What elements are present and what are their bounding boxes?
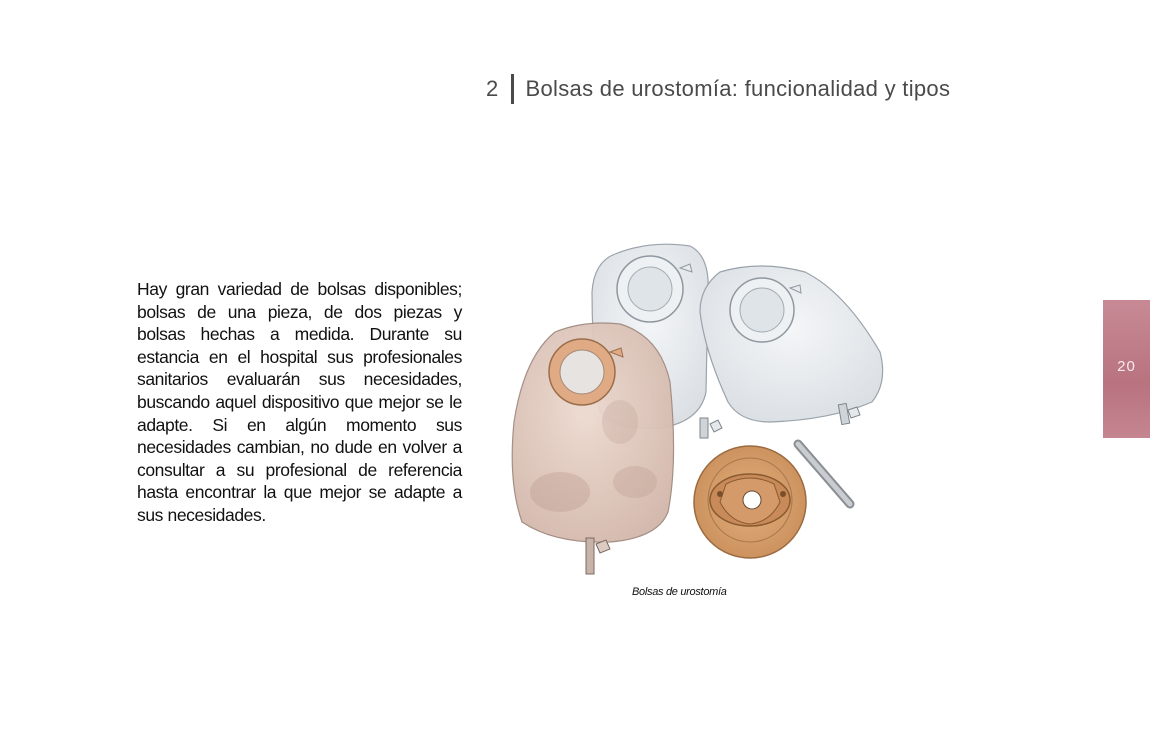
white-bag-right xyxy=(700,266,883,425)
urostomy-bags-illustration xyxy=(500,232,890,582)
page-number-tab xyxy=(1103,300,1150,438)
header-divider xyxy=(511,74,514,104)
body-paragraph: Hay gran variedad de bolsas disponibles; bolsas de una pieza, de dos piezas y bolsas hechas a medida. Durante su estancia en el hospital sus profesionales sanitarios evaluarán sus necesidades, buscando aquel dispositivo que mejor se le adapte. Si en algún momento sus necesidades cambian, no dude en volver a consultar a su profesional de referencia hasta encontrar la que mejor se adapte a sus necesidades. xyxy=(137,279,462,525)
beige-bag-left xyxy=(512,323,673,574)
figure-caption: Bolsas de urostomía xyxy=(632,586,727,598)
chapter-number: 2 xyxy=(486,76,499,101)
chapter-title: Bolsas de urostomía: funcionalidad y tipos xyxy=(525,76,951,101)
chapter-header xyxy=(486,72,950,106)
skin-barrier-flange xyxy=(694,446,806,558)
page-number: 20 xyxy=(1117,358,1136,375)
